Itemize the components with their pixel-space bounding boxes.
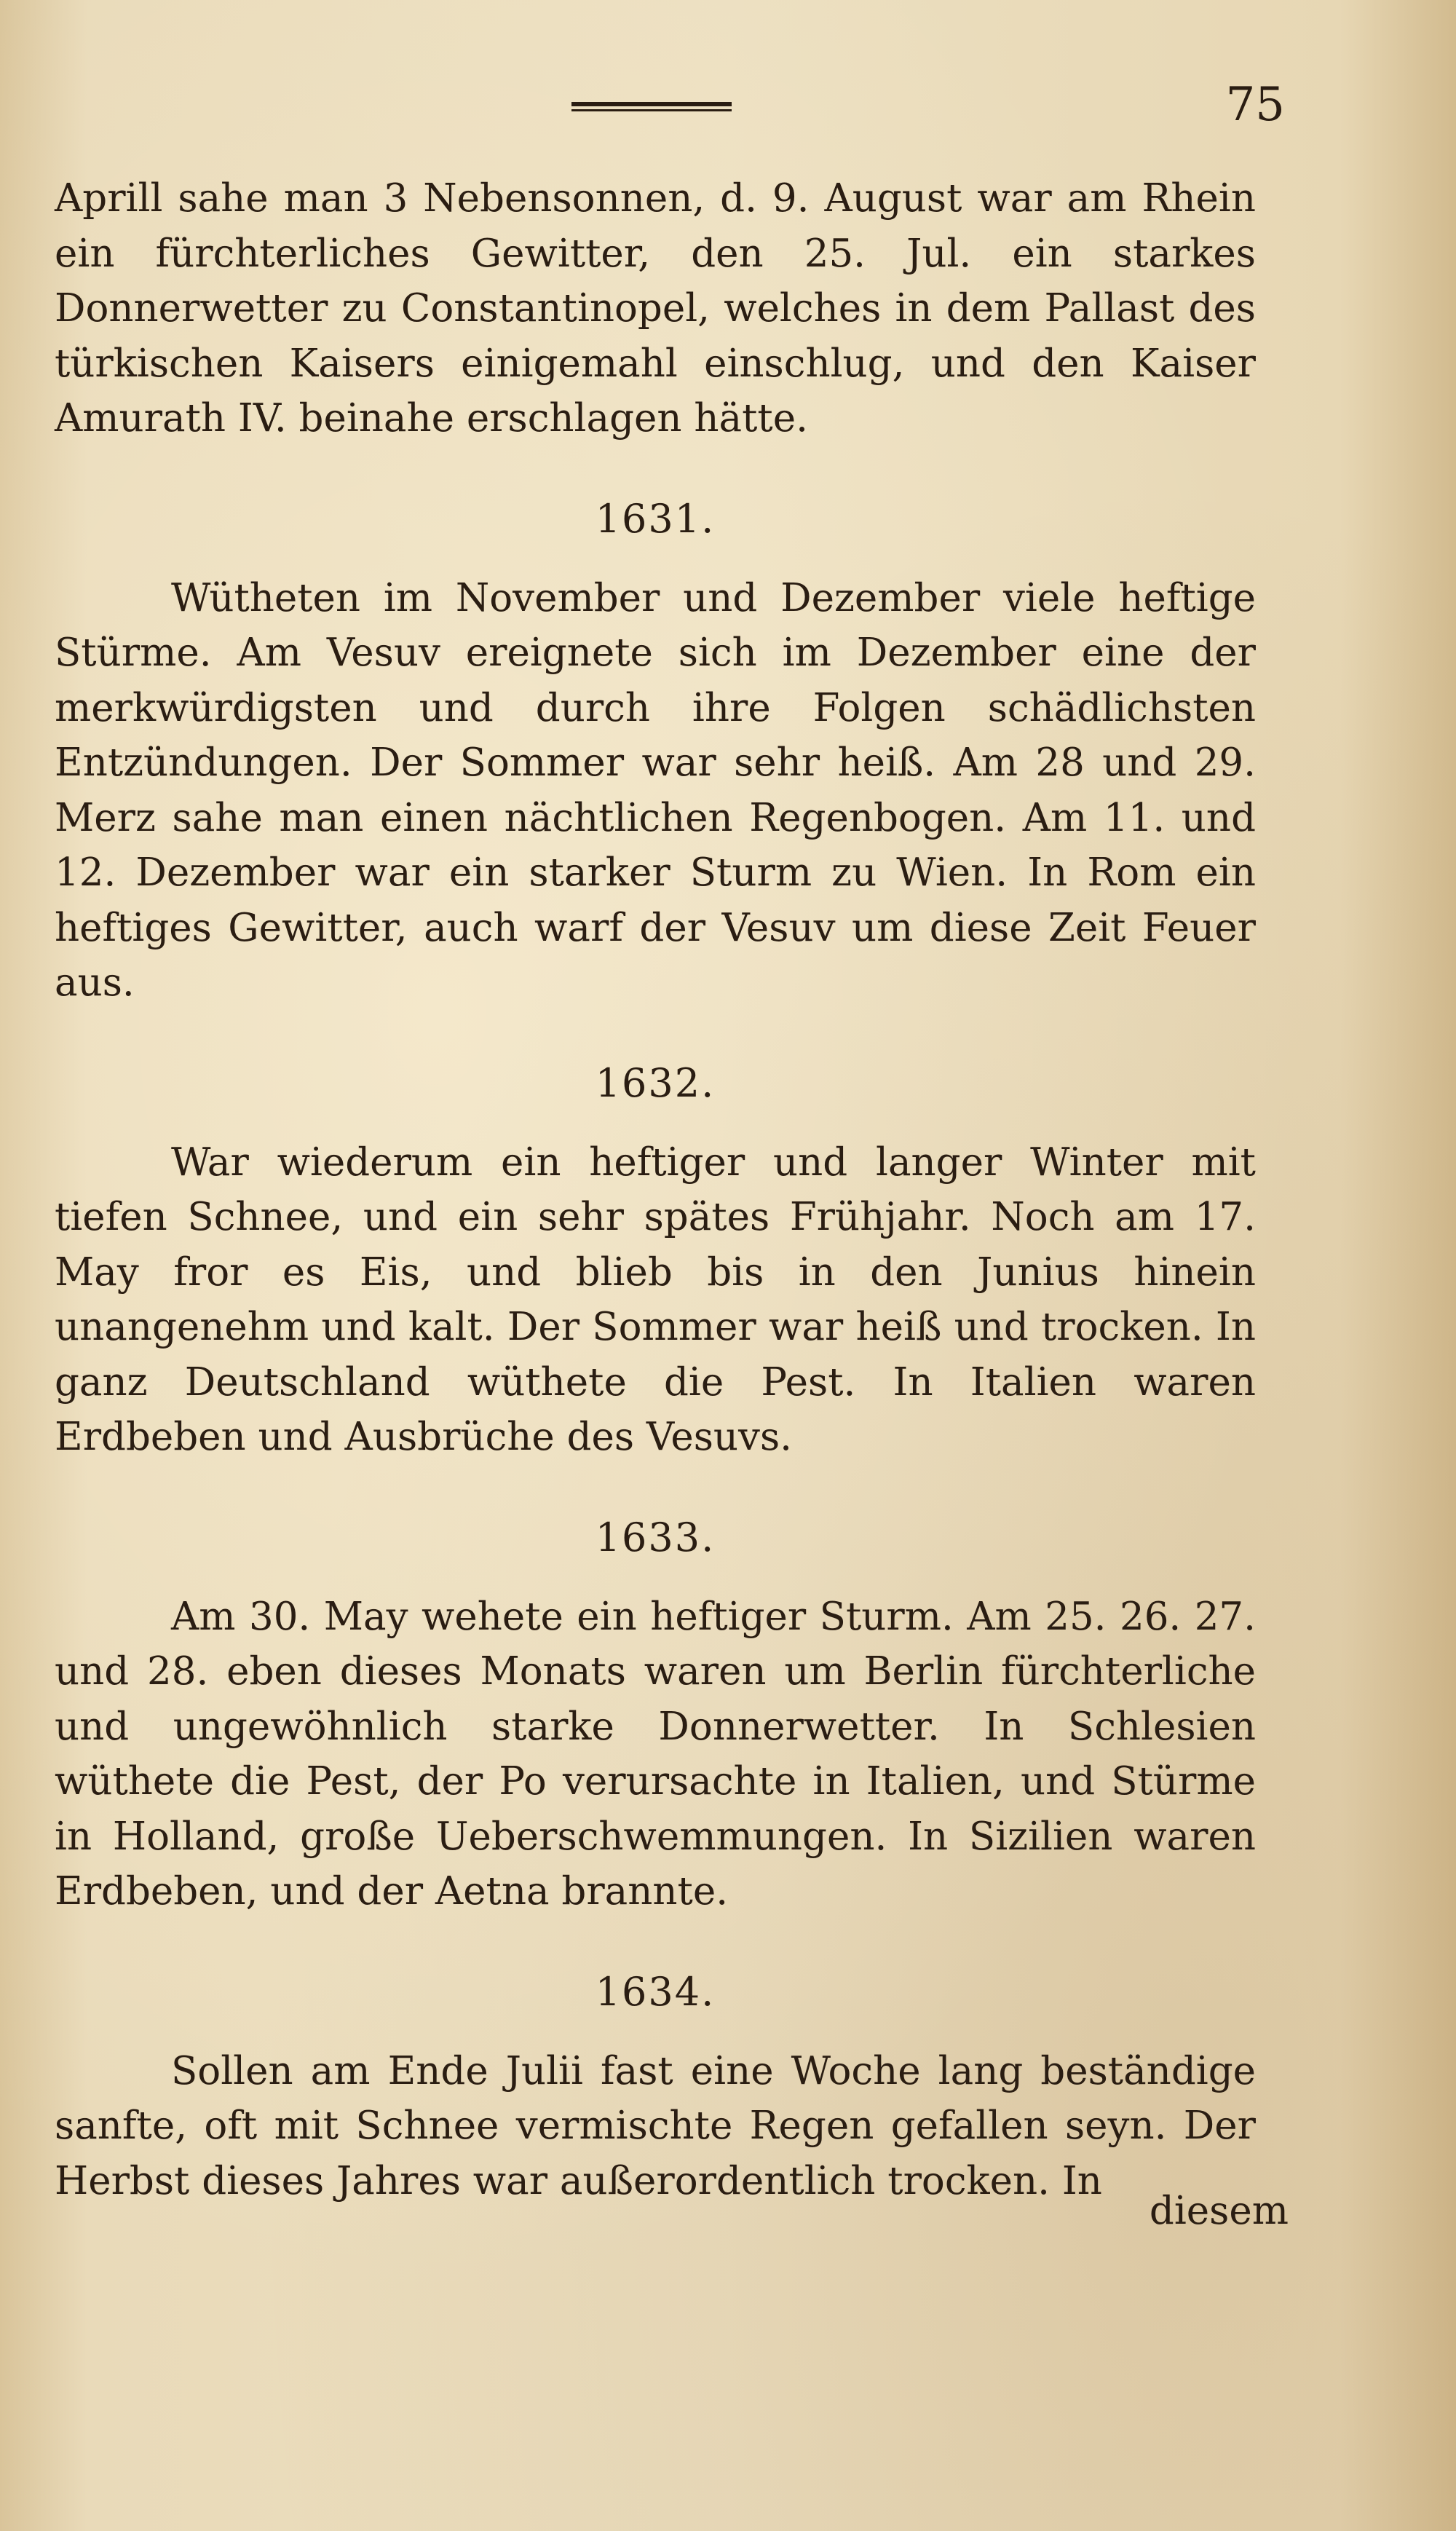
paragraph-1633: Am 30. May wehete ein heftiger Sturm. Am 25. 26. 27. und 28. eben dieses Monats waren um Berlin fürchterliche und ungewöhnlich starke Donnerwetter. In Schlesien wüthete die Pest, der Po verursachte in Italien, und Stürme in Holland, große Ueberschwemmungen. In Sizilien waren Erdbeben, und der Aetna brannte. (55, 1594, 1256, 1914)
paragraph-1632: War wiederum ein heftiger und langer Winter mit tiefen Schnee, und ein sehr spätes Frühjahr. Noch am 17. May fror es Eis, und blieb bis in den Junius hinein unangenehm und kalt. Der Sommer war heiß und trocken. In ganz Deutschland wüthete die Pest. In Italien waren Erdbeben und Ausbrüche des Vesuvs. (55, 1140, 1256, 1459)
page-number: 75 (1225, 78, 1285, 132)
header-rule-thin (571, 109, 732, 111)
intro-paragraph: Aprill sahe man 3 Nebensonnen, d. 9. August war am Rhein ein fürchterliches Gewitter, den 25. Jul. ein starkes Donnerwetter zu Constantinopel, welches in dem Pallast des türkischen Kaisers einigemahl einschlug, und den Kaiser Amurath IV. beinahe erschlagen hätte. (55, 176, 1256, 441)
catchword: diesem (1149, 2189, 1289, 2233)
paragraph-1631: Wütheten im November und Dezember viele heftige Stürme. Am Vesuv ereignete sich im Dezember eine der merkwürdigsten und durch ihre Folgen schädlichsten Entzündungen. Der Sommer war sehr heiß. Am 28 und 29. Merz sahe man einen nächtlichen Regenbogen. Am 11. und 12. Dezember war ein starker Sturm zu Wien. In Rom ein heftiges Gewitter, auch warf der Vesuv um diese Zeit Feuer aus. (55, 575, 1256, 1005)
header-rule-thick (571, 102, 732, 106)
header-rule (571, 102, 732, 114)
year-heading-1634: 1634. (595, 1968, 716, 2015)
year-heading-1632: 1632. (595, 1059, 716, 1106)
page-body (55, 171, 1256, 2208)
year-heading-1633: 1633. (595, 1514, 716, 1560)
paragraph-1634: Sollen am Ende Julii fast eine Woche lang beständige sanfte, oft mit Schnee vermischte Regen gefallen seyn. Der Herbst dieses Jahres war außerordentlich trocken. In (55, 2048, 1256, 2203)
year-heading-1631: 1631. (595, 495, 716, 542)
